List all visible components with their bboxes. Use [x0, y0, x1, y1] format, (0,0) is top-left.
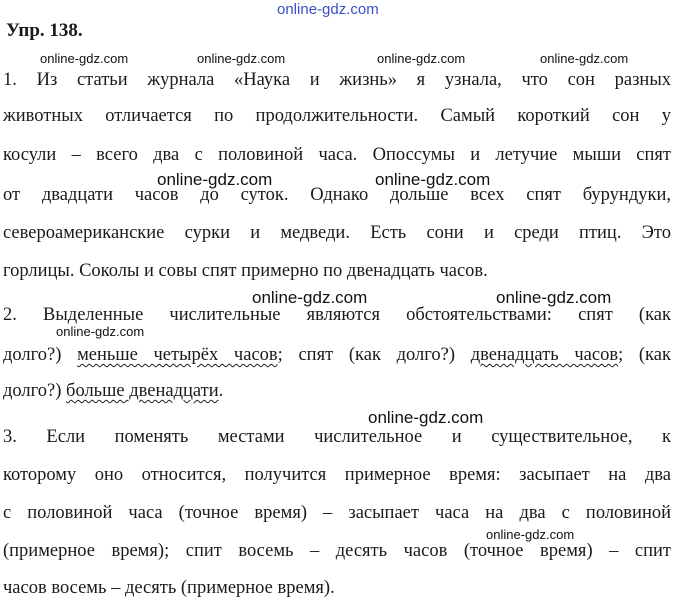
watermark: online-gdz.com [157, 170, 273, 189]
text-line: от двадцати часов до суток. Однако дольше всех спят бурундуки, [3, 185, 671, 205]
watermark-top: online-gdz.com [277, 1, 379, 18]
watermark: online-gdz.com [486, 527, 575, 542]
text-fragment: . [218, 381, 224, 401]
text-line: североамериканские сурки и медведи. Есть сони и среди птиц. Это [3, 223, 671, 243]
text-line: 2. Выделенные числительные являются обстоятельствами: спят (как [3, 305, 671, 325]
watermark: online-gdz.com [496, 288, 612, 307]
text-line: горлицы. Соколы и совы спят примерно по двенадцать часов. [3, 261, 488, 281]
watermark: online-gdz.com [56, 324, 145, 339]
text-line: которому оно относится, получится примерное время: засыпает на два [3, 465, 671, 485]
text-fragment: долго?) [3, 381, 67, 401]
text-fragment: долго?) [3, 345, 78, 365]
text-line: (примерное время); спит восемь – десять часов (точное время) – спит [3, 541, 671, 561]
highlighted-numeral: больше двенадцати [66, 381, 219, 401]
text-line: с половиной часа (точное время) – засыпает часа на два с половиной [3, 503, 671, 523]
text-line: 3. Если поменять местами числительное и существительное, к [3, 427, 671, 447]
watermark: online-gdz.com [197, 51, 286, 66]
text-line: часов восемь – десять (примерное время). [3, 578, 335, 598]
watermark: online-gdz.com [540, 51, 629, 66]
highlighted-numeral: меньше четырёх часов [77, 345, 278, 365]
text-line [3, 380, 671, 402]
watermark: online-gdz.com [377, 51, 466, 66]
watermark: online-gdz.com [368, 408, 484, 427]
watermark: online-gdz.com [375, 170, 491, 189]
text-line: 1. Из статьи журнала «Наука и жизнь» я узнала, что сон разных [3, 70, 671, 90]
text-fragment: ; спят (как долго?) [277, 345, 471, 365]
watermark: online-gdz.com [40, 51, 129, 66]
text-line: косули – всего два с половиной часа. Опоссумы и летучие мыши спят [3, 145, 671, 165]
highlighted-numeral: двенадцать часов [470, 345, 619, 365]
watermark: online-gdz.com [252, 288, 368, 307]
text-line: животных отличается по продолжительности. Самый короткий сон у [3, 106, 671, 126]
exercise-title: Упр. 138. [6, 20, 83, 41]
text-fragment: ; (как [618, 345, 671, 365]
text-line [3, 344, 671, 366]
